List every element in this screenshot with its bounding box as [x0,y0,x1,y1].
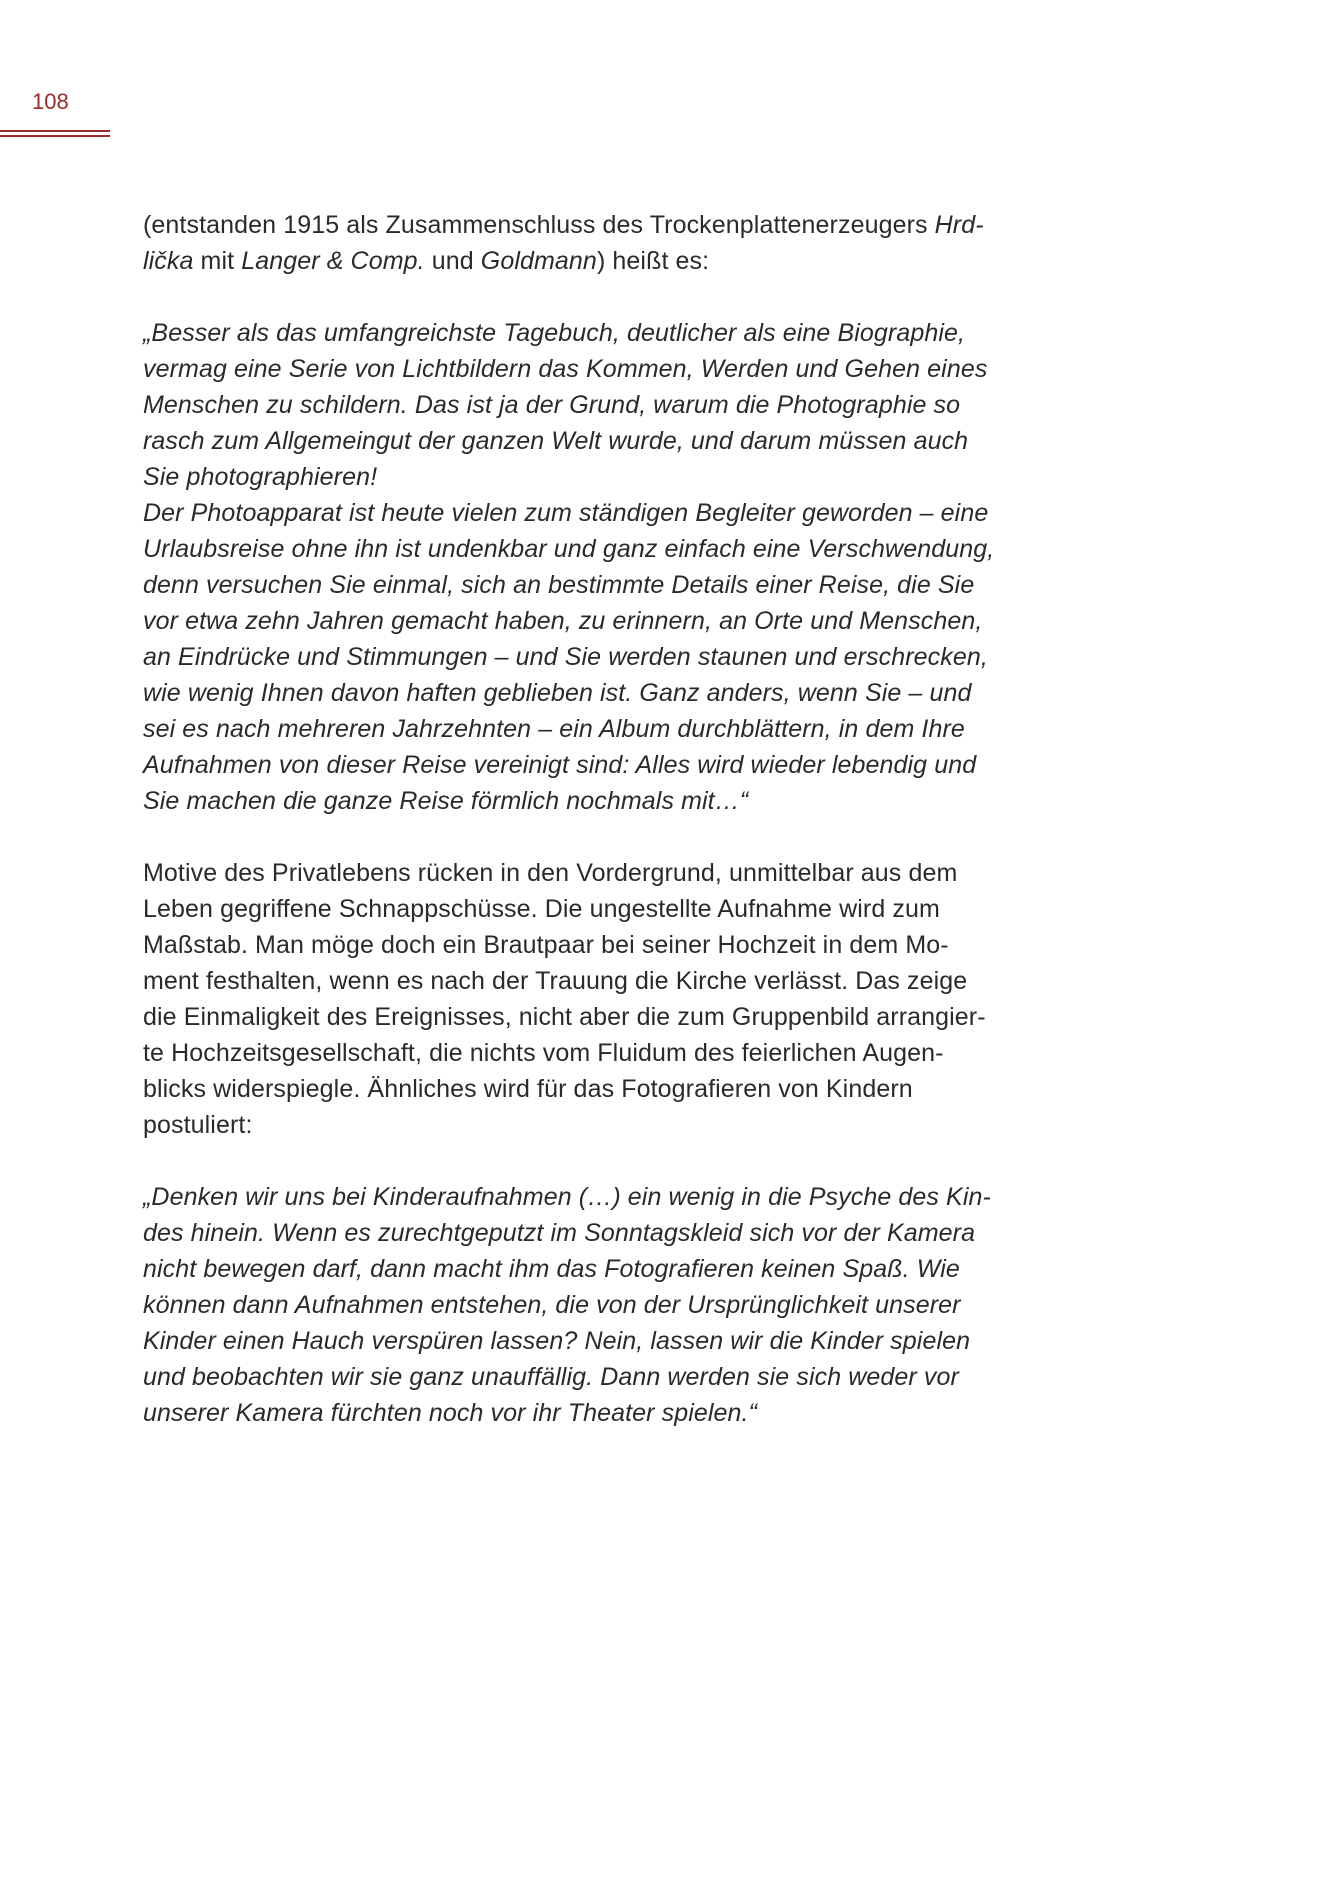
quote-line: Sie photographieren! [143,463,378,491]
intro-emphasis: Hrd- [934,211,984,239]
intro-text: (entstanden 1915 als Zusammenschluss des Trockenplattenerzeugers [143,211,935,239]
header-rule-bottom [0,135,110,137]
intro-text: mit [193,247,242,275]
quote-block-1 [143,315,1023,819]
quote-line: vor etwa zehn Jahren gemacht haben, zu erinnern, an Orte und Menschen, [143,607,983,635]
quote-line: unserer Kamera fürchten noch vor ihr Theater spielen.“ [143,1399,758,1427]
intro-emphasis: Langer & Comp. [241,247,425,275]
main-text [143,207,1023,1431]
body-line: te Hochzeitsgesellschaft, die nichts vom Fluidum des feierlichen Augen- [143,1039,944,1067]
body-line: Maßstab. Man möge doch ein Brautpaar bei seiner Hochzeit in dem Mo- [143,931,949,959]
page-number: 108 [32,89,69,114]
body-line: ment festhalten, wenn es nach der Trauung die Kirche verlässt. Das zeige [143,967,968,995]
body-line: Motive des Privatlebens rücken in den Vordergrund, unmittelbar aus dem [143,859,958,887]
quote-line: wie wenig Ihnen davon haften geblieben ist. Ganz anders, wenn Sie – und [143,679,972,707]
intro-text: ) heißt es: [596,247,710,275]
body-paragraph [143,855,1023,1143]
intro-line-1 [143,207,1023,243]
intro-line-2 [143,243,1023,279]
quote-line: des hinein. Wenn es zurechtgeputzt im Sonntagskleid sich vor der Kamera [143,1219,976,1247]
intro-paragraph [143,207,1023,279]
quote-line: rasch zum Allgemeingut der ganzen Welt wurde, und darum müssen auch [143,427,969,455]
quote-line: Urlaubsreise ohne ihn ist undenkbar und ganz einfach eine Verschwendung, [143,535,995,563]
header-rule-top [0,130,110,132]
quote-line: vermag eine Serie von Lichtbildern das Kommen, Werden und Gehen eines [143,355,988,383]
body-line: Leben gegriffene Schnappschüsse. Die ungestellte Aufnahme wird zum [143,895,940,923]
quote-line: Kinder einen Hauch verspüren lassen? Nein, lassen wir die Kinder spielen [143,1327,971,1355]
quote-line: und beobachten wir sie ganz unauffällig. Dann werden sie sich weder vor [143,1363,959,1391]
quote-line: „Denken wir uns bei Kinderaufnahmen (…) ein wenig in die Psyche des Kin- [143,1183,991,1211]
quote-line: Menschen zu schildern. Das ist ja der Grund, warum die Photographie so [143,391,961,419]
body-line: postuliert: [143,1111,253,1139]
quote-line: Sie machen die ganze Reise förmlich nochmals mit…“ [143,787,749,815]
intro-emphasis: lička [143,247,194,275]
intro-emphasis: Goldmann [480,247,597,275]
quote-line: denn versuchen Sie einmal, sich an bestimmte Details einer Reise, die Sie [143,571,975,599]
quote-line: an Eindrücke und Stimmungen – und Sie werden staunen und erschrecken, [143,643,988,671]
quote-line: können dann Aufnahmen entstehen, die von der Ursprünglichkeit unserer [143,1291,961,1319]
quote-line: sei es nach mehreren Jahrzehnten – ein Album durchblättern, in dem Ihre [143,715,965,743]
quote-line: nicht bewegen darf, dann macht ihm das Fotografieren keinen Spaß. Wie [143,1255,960,1283]
intro-text: und [424,247,481,275]
body-line: die Einmaligkeit des Ereignisses, nicht aber die zum Gruppenbild arrangier- [143,1003,986,1031]
quote-block-2 [143,1179,1023,1431]
quote-line: „Besser als das umfangreichste Tagebuch, deutlicher als eine Biographie, [143,319,966,347]
quote-line: Der Photoapparat ist heute vielen zum ständigen Begleiter geworden – eine [143,499,989,527]
body-line: blicks widerspiegle. Ähnliches wird für das Fotografieren von Kindern [143,1075,913,1103]
quote-line: Aufnahmen von dieser Reise vereinigt sind: Alles wird wieder lebendig und [143,751,977,779]
